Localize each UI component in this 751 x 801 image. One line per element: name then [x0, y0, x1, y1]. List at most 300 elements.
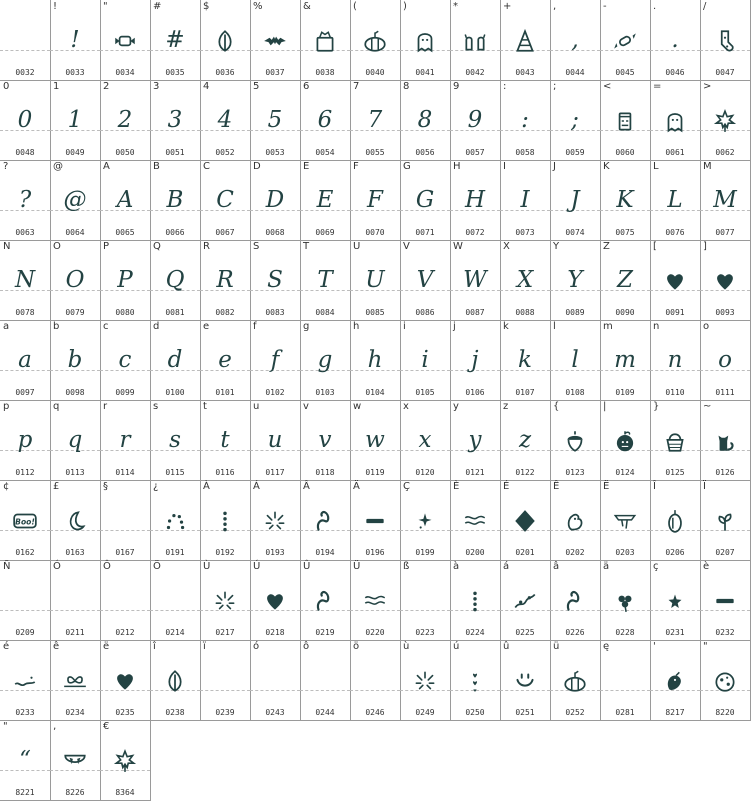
glyph-preview: D [265, 187, 285, 213]
glyph-code: 0054 [315, 148, 335, 157]
glyph-code: 0196 [365, 548, 385, 557]
glyph-cell [250, 160, 301, 241]
moon-icon [50, 502, 100, 538]
glyph-code: 0124 [615, 468, 635, 477]
glyph-cell [650, 0, 701, 81]
glyph-preview: i [421, 347, 429, 373]
glyph-code: 0126 [715, 468, 735, 477]
glyph-code: 0070 [365, 228, 385, 237]
bird-icon [650, 662, 700, 698]
glyph-cell [700, 400, 751, 481]
glyph-code: 0038 [315, 68, 335, 77]
ghost-icon [650, 102, 700, 138]
glyph-preview: c [118, 347, 132, 373]
glyph-code: 0056 [415, 148, 435, 157]
glyph-character: B [153, 161, 160, 172]
glyph-cell [550, 160, 601, 241]
glyph-character: § [103, 481, 108, 492]
glyph-character: ë [103, 641, 110, 652]
glyph-code: 0102 [265, 388, 285, 397]
glyph-cell [700, 320, 751, 401]
glyph-cell [0, 560, 51, 641]
glyph-code: 0053 [265, 148, 285, 157]
glyph-character: g [303, 321, 310, 332]
leaf-sprig-icon [700, 502, 750, 538]
glyph-character: Á [253, 481, 260, 492]
glyph-character: 4 [203, 81, 210, 92]
glyph-cell [100, 320, 151, 401]
glyph-cell [50, 160, 101, 241]
glyph-cell [250, 400, 301, 481]
glyph-code: 0058 [515, 148, 535, 157]
glyph-code: 0212 [115, 628, 135, 637]
glyph-cell [400, 560, 451, 641]
glyph-character: 3 [153, 81, 160, 92]
glyph-code: 0193 [265, 548, 285, 557]
glyph-character: Ó [53, 561, 61, 572]
glyph-code: 0219 [315, 628, 335, 637]
glyph-code: 0119 [365, 468, 385, 477]
glyph-code: 0042 [465, 68, 485, 77]
glyph-cell [600, 560, 651, 641]
burst-icon [250, 502, 300, 538]
glyph-code: 0281 [615, 708, 635, 717]
glyph-cell [0, 80, 51, 161]
glyph-character: ä [603, 561, 610, 572]
glyph-preview: . [671, 27, 679, 53]
glyph-code: 0232 [715, 628, 735, 637]
glyph-character: i [403, 321, 406, 332]
glyph-preview: N [14, 267, 36, 293]
glyph-preview: X [516, 267, 534, 293]
glyph-cell [300, 240, 351, 321]
glyph-preview: @ [63, 187, 87, 213]
glyph-cell [300, 480, 351, 561]
glyph-preview: H [464, 187, 486, 213]
glyph-code: 0217 [215, 628, 235, 637]
glyph-preview: F [367, 187, 383, 213]
ghost-icon [400, 22, 450, 58]
glyph-cell [400, 0, 451, 81]
glyph-cell [650, 80, 701, 161]
glyph-preview: m [614, 347, 636, 373]
glyph-code: 0249 [415, 708, 435, 717]
glyph-cell [700, 80, 751, 161]
glyph-character: ú [453, 641, 460, 652]
glyph-cell [700, 160, 751, 241]
glyph-cell [700, 640, 751, 721]
glyph-character: ö [353, 641, 360, 652]
glyph-cell [350, 80, 401, 161]
glyph-cell [400, 320, 451, 401]
glyph-code: 0080 [115, 308, 135, 317]
glyph-character: @ [53, 161, 63, 172]
cat-icon [700, 422, 750, 458]
glyph-preview: d [167, 347, 183, 373]
dash-icon [350, 502, 400, 538]
glyph-cell [700, 0, 751, 81]
glyph-cell [500, 80, 551, 161]
glyph-cell [300, 160, 351, 241]
glyph-code: 0103 [315, 388, 335, 397]
glyph-cell [50, 240, 101, 321]
glyph-code: 0162 [15, 548, 35, 557]
glyph-cell [400, 640, 451, 721]
swirl-icon [300, 582, 350, 618]
glyph-preview: 2 [117, 107, 133, 133]
glyph-cell [150, 640, 201, 721]
frankenstein-icon [600, 102, 650, 138]
glyph-code: 0250 [465, 708, 485, 717]
glyph-cell [100, 160, 151, 241]
glyph-cell [350, 320, 401, 401]
glyph-cell [250, 560, 301, 641]
glyph-code: 0116 [215, 468, 235, 477]
glyph-code: 0079 [65, 308, 85, 317]
glyph-preview: ; [571, 107, 579, 133]
glyph-character: ! [53, 1, 58, 12]
glyph-character: N [3, 241, 11, 252]
glyph-character: Ñ [3, 561, 11, 572]
glyph-code: 0101 [215, 388, 235, 397]
glyph-cell [350, 640, 401, 721]
dots-icon [450, 582, 500, 618]
glyph-character: y [453, 401, 459, 412]
glyph-character: F [353, 161, 359, 172]
glyph-preview [50, 582, 100, 618]
glyph-code: 0220 [365, 628, 385, 637]
glyph-preview [400, 582, 450, 618]
glyph-code: 0091 [665, 308, 685, 317]
glyph-character: e [203, 321, 210, 332]
glyph-code: 0033 [65, 68, 85, 77]
glyph-code: 0061 [665, 148, 685, 157]
swirl-icon [550, 582, 600, 618]
glyph-preview: 9 [467, 107, 483, 133]
glyph-preview: f [270, 347, 280, 373]
glyph-character: Û [303, 561, 311, 572]
glyph-character: ¿ [153, 481, 159, 492]
glyph-character: ¢ [3, 481, 10, 492]
glyph-code: 0115 [165, 468, 185, 477]
glyph-code: 0049 [65, 148, 85, 157]
glyph-character: O [53, 241, 61, 252]
maple-leaf-icon [100, 742, 150, 778]
glyph-preview: u [267, 427, 283, 453]
glyph-cell [300, 560, 351, 641]
glyph-preview: Z [617, 267, 633, 293]
glyph-code: 0046 [665, 68, 685, 77]
glyph-code: 0052 [215, 148, 235, 157]
glyph-preview: 7 [367, 107, 383, 133]
glyph-character: À [203, 481, 210, 492]
glyph-code: 0228 [615, 628, 635, 637]
glyph-code: 0223 [415, 628, 435, 637]
glyph-character: z [503, 401, 509, 412]
candy-bag-icon [300, 22, 350, 58]
glyph-cell [450, 560, 501, 641]
glyph-cell [500, 400, 551, 481]
glyph-preview: A [116, 187, 134, 213]
glyph-cell [0, 720, 51, 801]
glyph-code: 0088 [515, 308, 535, 317]
glyph-cell [150, 400, 201, 481]
glyph-code: 0074 [565, 228, 585, 237]
glyph-cell [100, 400, 151, 481]
glyph-code: 8226 [65, 788, 85, 797]
glyph-character: : [503, 81, 507, 92]
glyph-cell [550, 0, 601, 81]
glyph-code: 0066 [165, 228, 185, 237]
glyph-cell [650, 640, 701, 721]
glyph-code: 0125 [665, 468, 685, 477]
glyph-preview: K [616, 187, 634, 213]
glyph-cell [450, 640, 501, 721]
glyph-preview [600, 662, 650, 698]
glyph-cell [400, 240, 451, 321]
maple-leaf-icon [700, 102, 750, 138]
sock-icon [700, 22, 750, 58]
glyph-code: 8220 [715, 708, 735, 717]
glyph-character: x [403, 401, 409, 412]
glyph-cell [50, 400, 101, 481]
glyph-character: r [103, 401, 108, 412]
glyph-code: 0167 [115, 548, 135, 557]
glyph-cell [50, 320, 101, 401]
glyph-code: 0099 [115, 388, 135, 397]
glyph-preview: T [317, 267, 333, 293]
glyph-preview: o [718, 347, 732, 373]
glyph-cell [0, 640, 51, 721]
glyph-preview: 6 [317, 107, 333, 133]
glyph-code: 0225 [515, 628, 535, 637]
glyph-code: 0055 [365, 148, 385, 157]
glyph-code: 0233 [15, 708, 35, 717]
glyph-code: 0063 [15, 228, 35, 237]
glyph-code: 0231 [665, 628, 685, 637]
glyph-code: 0243 [265, 708, 285, 717]
glyph-character: | [603, 401, 607, 412]
acorn-icon [550, 422, 600, 458]
glyph-cell [700, 480, 751, 561]
glyph-character: M [703, 161, 712, 172]
glyph-cell [300, 640, 351, 721]
glyph-cell [0, 0, 51, 81]
glyph-code: 0251 [515, 708, 535, 717]
wrapped-candy-icon [600, 22, 650, 58]
glyph-preview: r [119, 427, 131, 453]
glyph-cell [400, 160, 451, 241]
glyph-character: P [103, 241, 110, 252]
glyph-preview: : [521, 107, 529, 133]
glyph-character: £ [53, 481, 60, 492]
glyph-code: 0121 [465, 468, 485, 477]
glyph-cell [250, 320, 301, 401]
glyph-character: ] [703, 241, 707, 252]
glyph-character: . [653, 1, 657, 12]
glyph-code: 0191 [165, 548, 185, 557]
glyph-cell [0, 400, 51, 481]
svg-text:Boo!: Boo! [15, 517, 35, 527]
glyph-code: 0123 [565, 468, 585, 477]
glyph-preview: x [418, 427, 432, 453]
hearts-icon [450, 662, 500, 698]
glyph-character: ( [353, 1, 357, 12]
glyph-code: 0226 [565, 628, 585, 637]
glyph-code: 0090 [615, 308, 635, 317]
glyph-preview: j [471, 347, 479, 373]
glyph-code: 0087 [465, 308, 485, 317]
glyph-cell [350, 240, 401, 321]
basket-icon [650, 422, 700, 458]
glyph-cell [200, 160, 251, 241]
glyph-character: Â [303, 481, 310, 492]
glyph-preview: l [571, 347, 579, 373]
glyph-character: T [303, 241, 310, 252]
glyph-cell [200, 640, 251, 721]
glyph-cell [550, 80, 601, 161]
glyph-preview: a [18, 347, 32, 373]
glyph-code: 8221 [15, 788, 35, 797]
glyph-character: + [503, 1, 512, 12]
glyph-cell [200, 0, 251, 81]
glyph-code: 0234 [65, 708, 85, 717]
glyph-code: 0065 [115, 228, 135, 237]
glyph-preview: ! [70, 27, 80, 53]
glyph-character: 1 [53, 81, 60, 92]
glyph-preview: V [416, 267, 434, 293]
squiggle-icon [0, 662, 50, 698]
bat-icon [250, 22, 300, 58]
glyph-character: 8 [403, 81, 410, 92]
glyph-character: ~ [703, 401, 712, 412]
glyph-preview: U [365, 267, 385, 293]
glyph-code: 0104 [365, 388, 385, 397]
glyph-character: Ë [603, 481, 610, 492]
glyph-character: 6 [303, 81, 310, 92]
heart-icon [700, 262, 750, 298]
glyph-preview: W [463, 267, 487, 293]
glyph-character: 2 [103, 81, 110, 92]
glyph-code: 0043 [515, 68, 535, 77]
glyph-cell [600, 320, 651, 401]
glyph-character: W [453, 241, 463, 252]
glyph-cell [350, 480, 401, 561]
heart-icon [100, 662, 150, 698]
glyph-cell [50, 560, 101, 641]
glyph-cell [550, 480, 601, 561]
glyph-cell [350, 560, 401, 641]
glyph-code: 0206 [665, 548, 685, 557]
glyph-cell [400, 480, 451, 561]
glyph-code: 0122 [515, 468, 535, 477]
glyph-preview: s [169, 427, 181, 453]
glyph-code: 0060 [615, 148, 635, 157]
glyph-cell [300, 80, 351, 161]
glyph-cell [550, 320, 601, 401]
glyph-character: 7 [353, 81, 360, 92]
glyph-code: 0069 [315, 228, 335, 237]
glyph-code: 0199 [415, 548, 435, 557]
burst-icon [200, 582, 250, 618]
glyph-preview: 1 [67, 107, 83, 133]
mittens-icon [450, 22, 500, 58]
glyph-cell [650, 320, 701, 401]
glyph-character: ó [253, 641, 260, 652]
glyph-character: ô [303, 641, 310, 652]
glyph-preview [300, 662, 350, 698]
glyph-code: 0035 [165, 68, 185, 77]
glyph-character: b [53, 321, 60, 332]
heart-icon [250, 582, 300, 618]
glyph-preview: B [166, 187, 184, 213]
glyph-preview: M [713, 187, 737, 213]
glyph-cell [100, 560, 151, 641]
glyph-character: 0 [3, 81, 10, 92]
glyph-cell [150, 240, 201, 321]
glyph-character: Z [603, 241, 610, 252]
glyph-cell [350, 160, 401, 241]
glyph-preview: G [415, 187, 435, 213]
glyph-cell [600, 80, 651, 161]
glyph-cell [350, 0, 401, 81]
glyph-character: H [453, 161, 461, 172]
glyph-character: ; [553, 81, 557, 92]
glyph-code: 0062 [715, 148, 735, 157]
glyph-preview: w [365, 427, 385, 453]
dash-icon [700, 582, 750, 618]
glyph-cell [650, 240, 701, 321]
glyph-code: 0097 [15, 388, 35, 397]
glyph-code: 0067 [215, 228, 235, 237]
glyph-cell [450, 0, 501, 81]
glyph-cell [100, 640, 151, 721]
glyph-character: Ù [203, 561, 211, 572]
glyph-code: 0209 [15, 628, 35, 637]
glyph-character: K [603, 161, 610, 172]
glyph-code: 0224 [465, 628, 485, 637]
glyph-preview: # [165, 27, 185, 53]
leaf-icon [200, 22, 250, 58]
glyph-cell [700, 240, 751, 321]
glyph-character: a [3, 321, 10, 332]
glyph-character: û [503, 641, 510, 652]
glyph-cell [300, 320, 351, 401]
glyph-code: 0105 [415, 388, 435, 397]
glyph-cell [100, 720, 151, 801]
glyph-cell [50, 80, 101, 161]
glyph-preview: I [520, 187, 530, 213]
glyph-code: 0252 [565, 708, 585, 717]
glyph-cell [150, 320, 201, 401]
wind-icon [350, 582, 400, 618]
glyph-preview [250, 662, 300, 698]
glyph-character: t [203, 401, 207, 412]
glyph-cell [650, 480, 701, 561]
glyph-cell [250, 0, 301, 81]
glyph-cell [250, 480, 301, 561]
glyph-character: % [253, 1, 263, 12]
glyph-character: { [553, 401, 560, 412]
glyph-character: " [103, 1, 108, 12]
glyph-code: 0194 [315, 548, 335, 557]
glyph-character: ' [653, 641, 656, 652]
glyph-preview: 5 [267, 107, 283, 133]
glyph-cell [550, 400, 601, 481]
star-icon [650, 582, 700, 618]
glyph-character: Ê [553, 481, 560, 492]
glyph-preview: 4 [217, 107, 233, 133]
